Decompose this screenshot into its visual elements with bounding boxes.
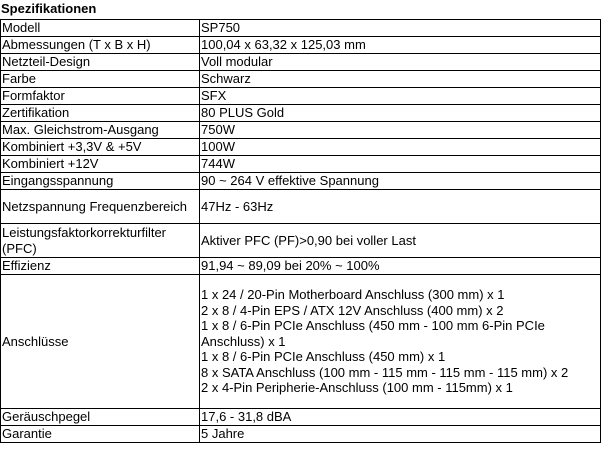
spec-table	[0, 19, 601, 443]
table-row	[1, 173, 601, 190]
row-value: 750W	[200, 122, 601, 139]
row-label: Netzteil-Design	[1, 54, 200, 71]
row-label: Formfaktor	[1, 88, 200, 105]
row-value: 47Hz - 63Hz	[200, 190, 601, 224]
table-row	[1, 20, 601, 37]
row-value: 744W	[200, 156, 601, 173]
table-row	[1, 224, 601, 258]
row-label: Eingangsspannung	[1, 173, 200, 190]
connector-item: 8 x SATA Anschluss (100 mm - 115 mm - 115 mm - 115 mm) x 2	[201, 364, 569, 380]
row-label: Farbe	[1, 71, 200, 88]
connector-item: 2 x 4-Pin Peripherie-Anschluss (100 mm - 115mm) x 1	[201, 380, 513, 396]
table-row	[1, 258, 601, 275]
connector-item: 1 x 8 / 6-Pin PCIe Anschluss (450 mm - 100 mm 6-Pin PCIe Anschluss) x 1	[201, 318, 545, 349]
table-row	[1, 37, 601, 54]
row-label: Geräuschpegel	[1, 409, 200, 426]
row-label: Modell	[1, 20, 200, 37]
table-row	[1, 426, 601, 443]
row-label: Garantie	[1, 426, 200, 443]
row-label: Anschlüsse	[1, 275, 200, 409]
row-value: Voll modular	[200, 54, 601, 71]
row-value: SP750	[200, 20, 601, 37]
row-value: Aktiver PFC (PF)>0,90 bei voller Last	[200, 224, 601, 258]
connector-item: 1 x 24 / 20-Pin Motherboard Anschluss (300 mm) x 1	[201, 287, 505, 303]
row-label: Effizienz	[1, 258, 200, 275]
connector-item: 1 x 8 / 6-Pin PCIe Anschluss (450 mm) x 1	[201, 349, 446, 365]
row-value: 17,6 - 31,8 dBA	[200, 409, 601, 426]
row-label: Kombiniert +3,3V & +5V	[1, 139, 200, 156]
row-value: 100W	[200, 139, 601, 156]
row-label: Zertifikation	[1, 105, 200, 122]
row-label: Kombiniert +12V	[1, 156, 200, 173]
table-row	[1, 122, 601, 139]
row-value: Schwarz	[200, 71, 601, 88]
row-label: Leistungsfaktorkorrekturfilter (PFC)	[1, 224, 200, 258]
row-value: SFX	[200, 88, 601, 105]
row-value: 80 PLUS Gold	[200, 105, 601, 122]
table-row	[1, 156, 601, 173]
connector-list	[200, 275, 601, 409]
row-label: Abmessungen (T x B x H)	[1, 37, 200, 54]
page-title: Spezifikationen	[1, 1, 97, 16]
table-row	[1, 88, 601, 105]
row-value: 90 ~ 264 V effektive Spannung	[200, 173, 601, 190]
table-row	[1, 139, 601, 156]
row-value: 91,94 ~ 89,09 bei 20% ~ 100%	[200, 258, 601, 275]
table-row	[1, 105, 601, 122]
table-row	[1, 275, 601, 409]
table-row	[1, 190, 601, 224]
row-value: 100,04 x 63,32 x 125,03 mm	[200, 37, 601, 54]
table-row	[1, 409, 601, 426]
row-label: Netzspannung Frequenzbereich	[1, 190, 200, 224]
connector-item: 2 x 8 / 4-Pin EPS / ATX 12V Anschluss (400 mm) x 2	[201, 302, 504, 318]
table-row	[1, 54, 601, 71]
row-label: Max. Gleichstrom-Ausgang	[1, 122, 200, 139]
row-value: 5 Jahre	[200, 426, 601, 443]
table-row	[1, 71, 601, 88]
